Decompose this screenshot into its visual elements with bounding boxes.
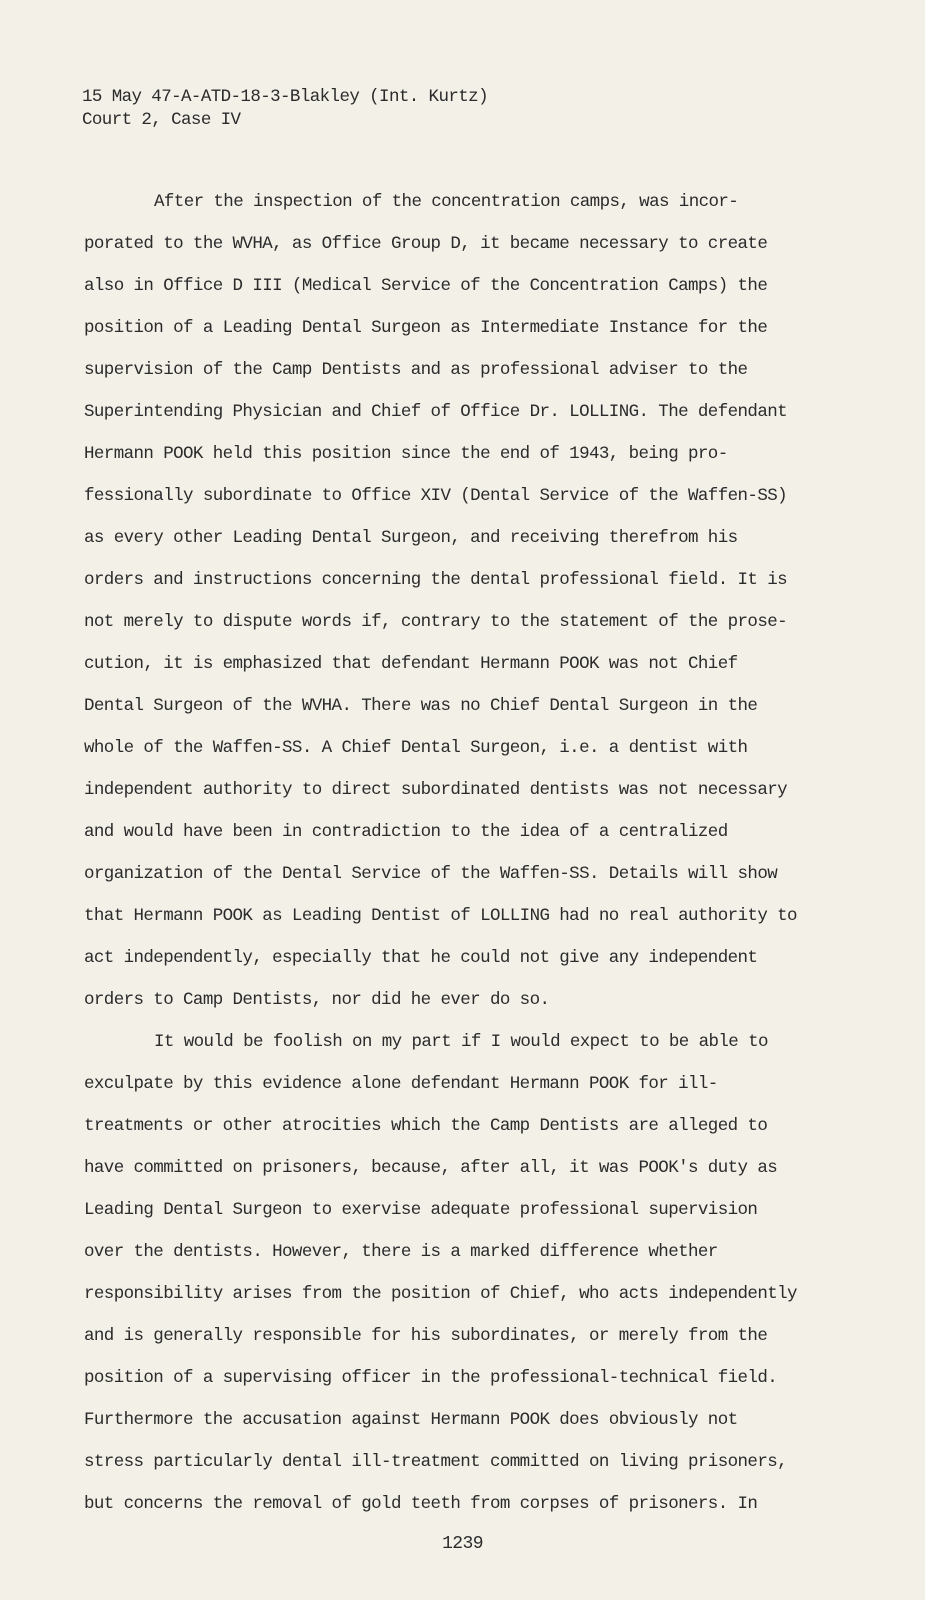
text-line: Hermann POOK held this position since the end of 1943, being pro- (84, 444, 728, 464)
text-line: Superintending Physician and Chief of Office Dr. LOLLING. The defendant (84, 402, 788, 422)
text-line: treatments or other atrocities which the Camp Dentists are alleged to (84, 1116, 768, 1136)
text-line: act independently, especially that he could not give any independent (84, 948, 758, 968)
text-line: Leading Dental Surgeon to exervise adequate professional supervision (84, 1200, 758, 1220)
text-line: Dental Surgeon of the WVHA. There was no Chief Dental Surgeon in the (84, 696, 758, 716)
text-line: and would have been in contradiction to the idea of a centralized (84, 822, 728, 842)
header-line-court-case: Court 2, Case IV (82, 110, 241, 130)
text-line: orders and instructions concerning the dental professional field. It is (84, 570, 788, 590)
text-line: also in Office D III (Medical Service of the Concentration Camps) the (84, 276, 768, 296)
text-line: exculpate by this evidence alone defendant Hermann POOK for ill- (84, 1074, 718, 1094)
document-body (84, 188, 844, 1532)
text-line: responsibility arises from the position of Chief, who acts independently (84, 1284, 797, 1304)
text-line: and is generally responsible for his subordinates, or merely from the (84, 1326, 768, 1346)
text-line: whole of the Waffen-SS. A Chief Dental Surgeon, i.e. a dentist with (84, 738, 748, 758)
text-line: position of a supervising officer in the professional-technical field. (84, 1368, 778, 1388)
text-line: not merely to dispute words if, contrary to the statement of the prose- (84, 612, 788, 632)
text-line: over the dentists. However, there is a marked difference whether (84, 1242, 718, 1262)
text-line: independent authority to direct subordinated dentists was not necessary (84, 780, 788, 800)
header-line-date-reference: 15 May 47-A-ATD-18-3-Blakley (Int. Kurtz) (82, 87, 488, 107)
text-line: It would be foolish on my part if I would expect to be able to (154, 1032, 768, 1052)
text-line: orders to Camp Dentists, nor did he ever do so. (84, 990, 550, 1010)
text-line: but concerns the removal of gold teeth from corpses of prisoners. In (84, 1494, 758, 1514)
text-line: porated to the WVHA, as Office Group D, it became necessary to create (84, 234, 768, 254)
text-line: organization of the Dental Service of the Waffen-SS. Details will show (84, 864, 778, 884)
text-line: fessionally subordinate to Office XIV (Dental Service of the Waffen-SS) (84, 486, 788, 506)
text-line: as every other Leading Dental Surgeon, and receiving therefrom his (84, 528, 738, 548)
text-line: supervision of the Camp Dentists and as professional adviser to the (84, 360, 748, 380)
text-line: that Hermann POOK as Leading Dentist of LOLLING had no real authority to (84, 906, 797, 926)
text-line: After the inspection of the concentration camps, was incor- (154, 192, 739, 212)
document-header (82, 86, 488, 132)
text-line: position of a Leading Dental Surgeon as Intermediate Instance for the (84, 318, 768, 338)
text-line: have committed on prisoners, because, after all, it was POOK's duty as (84, 1158, 778, 1178)
text-line: stress particularly dental ill-treatment committed on living prisoners, (84, 1452, 788, 1472)
text-line: Furthermore the accusation against Hermann POOK does obviously not (84, 1410, 738, 1430)
text-line: cution, it is emphasized that defendant Hermann POOK was not Chief (84, 654, 738, 674)
page-number: 1239 (442, 1534, 483, 1554)
